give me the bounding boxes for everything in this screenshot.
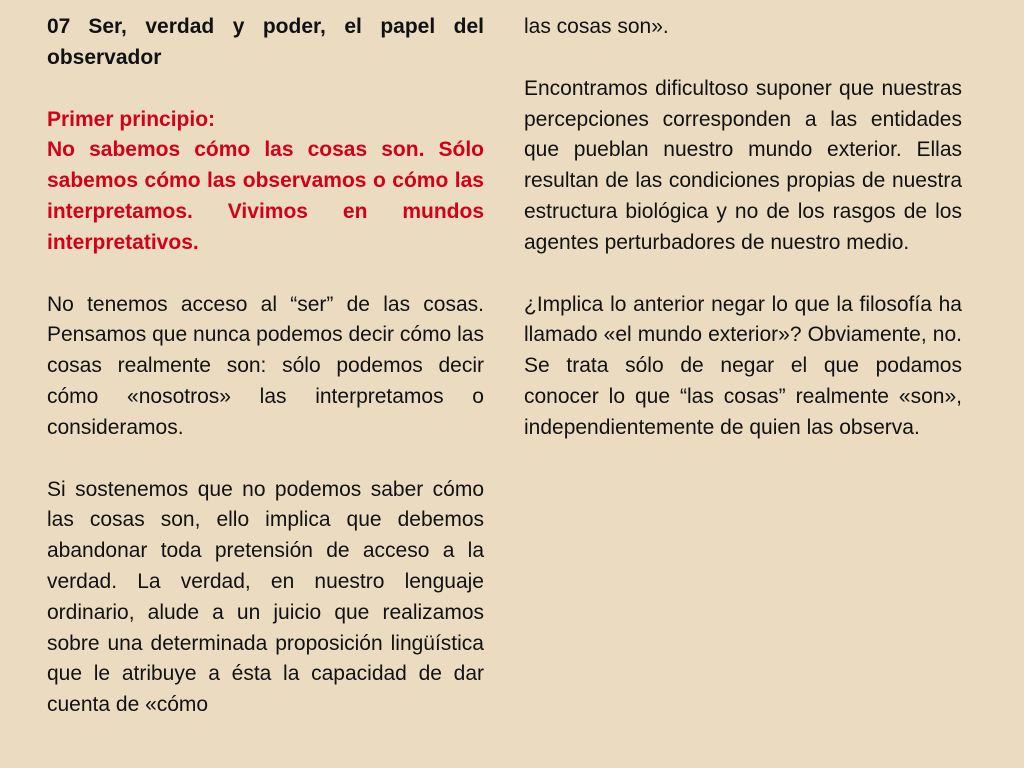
right-column xyxy=(524,12,962,475)
paragraph-mundo-exterior: ¿Implica lo anterior negar lo que la filosofía ha llamado «el mundo exterior»? Obviamente, no. Se trata sólo de negar el que podamos conocer lo que “las cosas” realmente «son», independientemente de quien las observa. xyxy=(524,292,962,439)
paragraph-verdad: Si sostenemos que no podemos saber cómo las cosas son, ello implica que debemos abandonar toda pretensión de acceso a la verdad. La verdad, en nuestro lenguaje ordinario, alude a un juicio que realizamos sobre una determinada proposición lingüística que le atribuye a ésta la capacidad de dar cuenta de «cómo xyxy=(47,477,484,717)
slide-title-text: Ser, verdad y poder, el papel del observador xyxy=(47,15,484,69)
paragraph-percepciones: Encontramos dificultoso suponer que nuestras percepciones corresponden a las entidades que pueblan nuestro mundo exterior. Ellas resultan de las condiciones propias de nuestra estructura biológica y no de los rasgos de los agentes perturbadores de nuestro medio. xyxy=(524,76,962,254)
principle-statement: No sabemos cómo las cosas son. Sólo sabemos cómo las observamos o cómo las interpretamos. Vivimos en mundos interpretativos. xyxy=(47,138,484,254)
principle-heading: Primer principio: xyxy=(47,107,216,131)
slide-number: 07 xyxy=(47,15,71,38)
slide-title xyxy=(47,12,484,74)
left-column xyxy=(47,12,484,752)
paragraph-ser: No tenemos acceso al “ser” de las cosas. Pensamos que nunca podemos decir cómo las cosas realmente son: sólo podemos decir cómo «nosotros» las interpretamos o consideramos. xyxy=(47,292,484,439)
paragraph-continuation: las cosas son». xyxy=(524,15,669,38)
